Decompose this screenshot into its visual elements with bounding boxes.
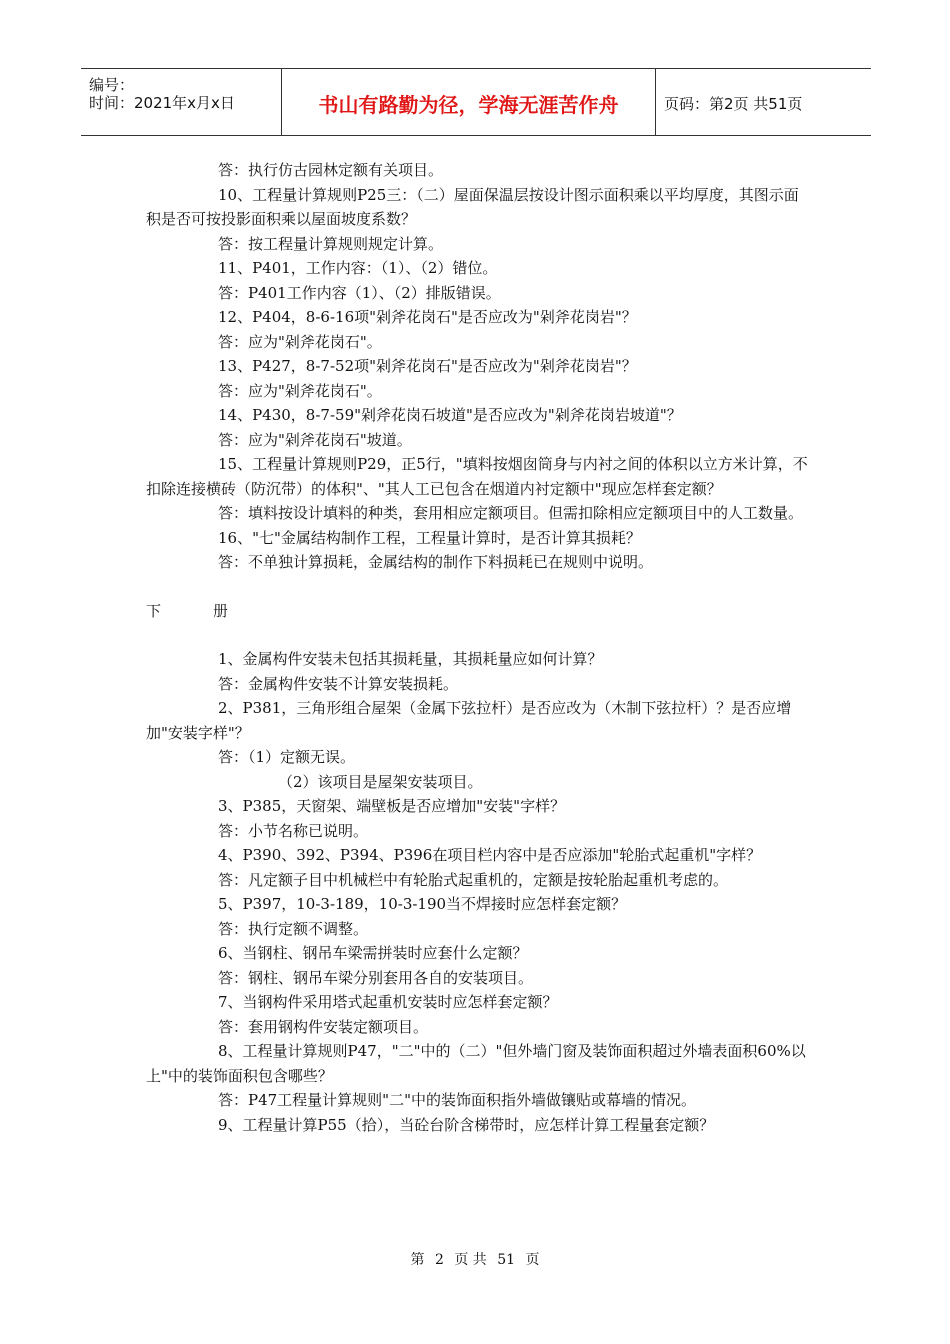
paragraph: 答：执行仿古园林定额有关项目。 (218, 161, 444, 179)
footer-suffix: 页 (525, 1252, 540, 1268)
paragraph: 11、P401，工作内容：（1）、（2）错位。 (218, 259, 498, 277)
paragraph: 答：（1）定额无误。 (218, 748, 356, 766)
header-meta-cell (81, 69, 282, 135)
spacer (146, 623, 811, 647)
paragraph: 答：P401工作内容（1）、（2）排版错误。 (218, 283, 501, 302)
footer-page: 2 (434, 1252, 444, 1268)
date-label: 时间：2021年x月x日 (89, 94, 235, 112)
paragraph: 9、工程量计算P55（拾），当砼台阶含梯带时，应怎样计算工程量套定额？ (218, 1115, 715, 1134)
paragraph: 答：不单独计算损耗，金属结构的制作下料损耗已在规则中说明。 (218, 553, 654, 571)
paragraph: 答：执行定额不调整。 (218, 919, 369, 938)
code-label: 编号： (89, 76, 135, 94)
paragraph: 答：小节名称已说明。 (218, 821, 369, 840)
paragraph: 10、工程量计算规则P25三：（二）屋面保温层按设计图示面积乘以平均厚度，其图示面积是否可按投影面积乘以屋面坡度系数？ (146, 185, 799, 228)
paragraph: 答：应为"剁斧花岗石"。 (218, 332, 382, 351)
paragraph: 答：应为"剁斧花岗石"坡道。 (218, 430, 412, 449)
footer-mid: 页 共 (454, 1252, 487, 1268)
paragraph: 6、当钢柱、钢吊车梁需拼装时应套什么定额？ (218, 944, 528, 962)
paragraph: 15、工程量计算规则P29，正5行，"填料按烟囱筒身与内衬之间的体积以立方米计算，不扣除连接横砖（防沉带）的体积"、"其人工已包含在烟道内衬定额中"现应怎样套定额？ (146, 455, 808, 498)
page-header (81, 68, 871, 136)
spacer (146, 575, 811, 599)
paragraph: 5、P397，10-3-189，10-3-190当不焊接时应怎样套定额？ (218, 895, 627, 913)
paragraph: 3、P385，天窗架、端壁板是否应增加"安装"字样？ (218, 797, 566, 815)
paragraph: 4、P390、392、P394、P396在项目栏内容中是否应添加"轮胎式起重机"字样？ (218, 846, 762, 864)
paragraph: 8、工程量计算规则P47，"二"中的（二）"但外墙门窗及装饰面积超过外墙表面积60%以上"中的装饰面积包含哪些？ (146, 1042, 806, 1085)
header-page-number: 页码：第2页 共51页 (664, 95, 803, 113)
paragraph: 7、当钢构件采用塔式起重机安装时应怎样套定额？ (218, 993, 558, 1011)
paragraph: 13、P427，8-7-52项"剁斧花岗石"是否应改为"剁斧花岗岩"？ (218, 357, 637, 375)
header-motto-cell (282, 69, 656, 135)
paragraph: 1、金属构件安装未包括其损耗量，其损耗量应如何计算？ (218, 650, 603, 668)
paragraph: 答：按工程量计算规则规定计算。 (218, 234, 444, 253)
footer-total: 51 (497, 1252, 516, 1268)
section-title: 下册 (146, 601, 281, 620)
paragraph: 16、"七"金属结构制作工程，工程量计算时，是否计算其损耗？ (218, 528, 641, 547)
paragraph: 14、P430，8-7-59"剁斧花岗石坡道"是否应改为"剁斧花岗岩坡道"？ (218, 406, 682, 424)
document-body (146, 158, 811, 1137)
page-footer (0, 1249, 950, 1269)
header-page-cell (656, 69, 871, 135)
paragraph: 答：应为"剁斧花岗石"。 (218, 381, 382, 400)
paragraph: 答：凡定额子目中机械栏中有轮胎式起重机的，定额是按轮胎起重机考虑的。 (218, 870, 729, 889)
paragraph: （2）该项目是屋架安装项目。 (278, 772, 483, 791)
paragraph: 答：钢柱、钢吊车梁分别套用各自的安装项目。 (218, 968, 534, 987)
paragraph: 12、P404，8-6-16项"剁斧花岗石"是否应改为"剁斧花岗岩"？ (218, 308, 637, 326)
paragraph: 答：套用钢构件安装定额项目。 (218, 1017, 429, 1036)
footer-prefix: 第 (410, 1252, 425, 1268)
paragraph: 2、P381，三角形组合屋架（金属下弦拉杆）是否应改为（木制下弦拉杆）？是否应增加"安装字样"？ (146, 699, 792, 742)
motto: 书山有路勤为径，学海无涯苦作舟 (318, 93, 619, 117)
paragraph: 答：P47工程量计算规则"二"中的装饰面积指外墙做镶贴或幕墙的情况。 (218, 1091, 696, 1109)
paragraph: 答：填料按设计填料的种类，套用相应定额项目。但需扣除相应定额项目中的人工数量。 (218, 504, 804, 522)
paragraph: 答：金属构件安装不计算安装损耗。 (218, 674, 459, 693)
